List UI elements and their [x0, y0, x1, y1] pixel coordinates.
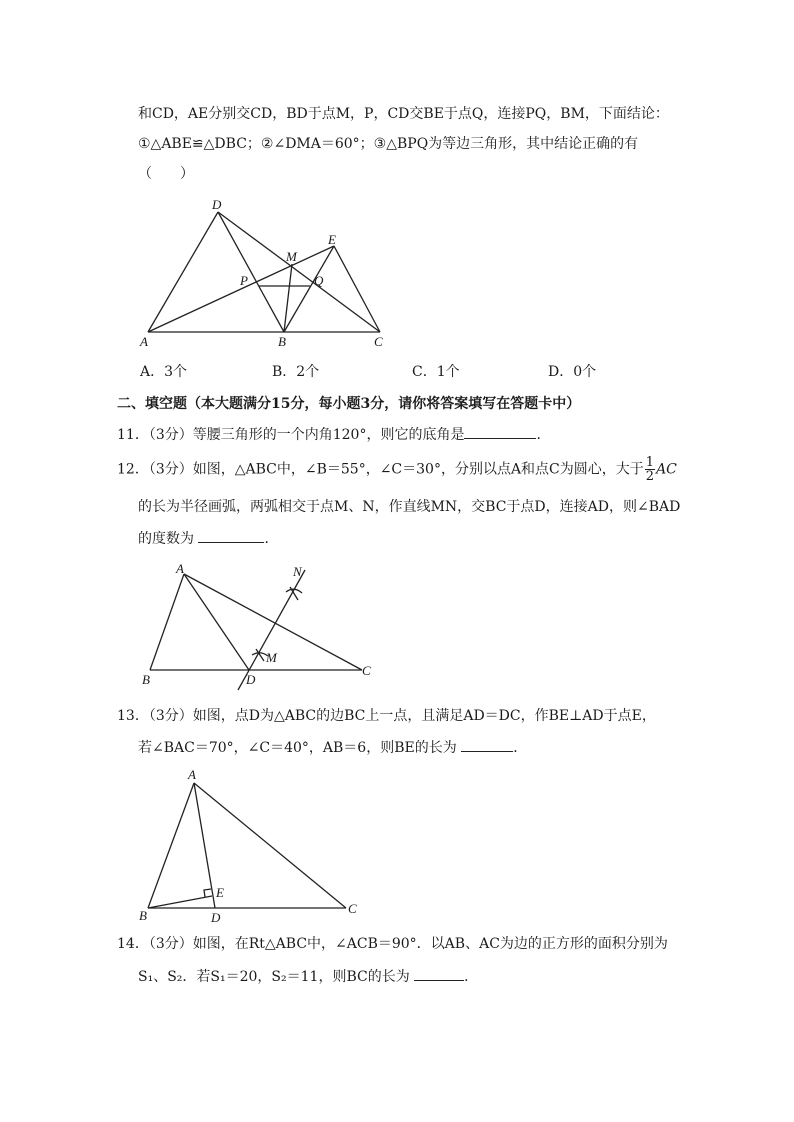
q10-label-e: E [328, 232, 336, 247]
q14-answer-blank[interactable] [414, 966, 464, 981]
q10-label-a: A [140, 334, 148, 349]
q12-text-3: 的度数为 [138, 531, 194, 547]
q10-label-p: P [240, 273, 248, 288]
q13-label-b: B [139, 908, 147, 923]
q12-frac-den: 2 [645, 469, 655, 484]
q14-end: ． [464, 969, 479, 985]
q10-line-3: （ ） [138, 166, 194, 182]
q14-line-2 [138, 966, 478, 987]
q10-choice-c[interactable]: C．1个 [412, 364, 460, 380]
q12-text-1: 12．（3分）如图，△ABC中，∠B＝55°，∠C＝30°，分别以点A和点C为圆心，大于 [117, 461, 644, 478]
q12-label-b: B [142, 672, 150, 687]
q10-label-b: B [278, 334, 286, 349]
q10-line-1: 和CD，AE分别交CD，BD于点M，P，CD交BE于点Q，连接PQ，BM，下面结论： [138, 106, 669, 122]
q12-label-d: D [246, 672, 256, 687]
q12-label-c: C [362, 663, 371, 678]
q13-label-a: A [188, 767, 196, 782]
q10-choice-a[interactable]: A．3个 [140, 364, 188, 380]
q12-label-a: A [176, 561, 184, 576]
q11-end: ． [536, 427, 551, 443]
q14-line-1: 14．（3分）如图，在Rt△ABC中，∠ACB＝90°．以AB、AC为边的正方形的面积分别为 [117, 936, 668, 952]
q13-label-e: E [216, 885, 224, 900]
q12-label-m: M [266, 650, 277, 665]
section-heading: 二、填空题（本大题满分15分，每小题3分，请你将答案填写在答题卡中） [117, 396, 581, 412]
q12-line-2: 的长为半径画弧，两弧相交于点M、N，作直线MN，交BC于点D，连接AD，则∠BAD [138, 499, 681, 515]
q13-label-c: C [348, 901, 357, 916]
q12-end: ． [264, 531, 279, 547]
q13-segment-ab [148, 783, 194, 908]
q14-text-2: S₁、S₂．若S₁＝20，S₂＝11，则BC的长为 [138, 969, 410, 985]
q13-segment-ad [194, 783, 215, 908]
q12-frac-num: 1 [645, 455, 655, 470]
q10-choice-b[interactable]: B．2个 [272, 364, 320, 380]
q11-text: 11．（3分）等腰三角形的一个内角120°，则它的底角是 [117, 427, 465, 443]
q12-text-1-end: AC [656, 461, 677, 478]
q10-label-m: M [286, 249, 297, 264]
q13-label-d: D [211, 910, 221, 925]
q10-label-d: D [212, 197, 222, 212]
q13-line-1: 13．（3分）如图，点D为△ABC的边BC上一点，且满足AD＝DC，作BE⊥AD于点E， [117, 708, 656, 724]
q12-label-n: N [293, 564, 302, 579]
q13-text-2: 若∠BAC＝70°，∠C＝40°，AB＝6，则BE的长为 [138, 740, 457, 756]
q10-label-c: C [374, 334, 383, 349]
q10-choice-d[interactable]: D．0个 [548, 364, 597, 380]
q13-segment-be [148, 896, 212, 908]
q13-end: ． [513, 740, 528, 756]
q10-line-2: ①△ABE≌△DBC；②∠DMA＝60°；③△BPQ为等边三角形，其中结论正确的有 [138, 136, 639, 152]
q10-label-q: Q [314, 273, 324, 288]
